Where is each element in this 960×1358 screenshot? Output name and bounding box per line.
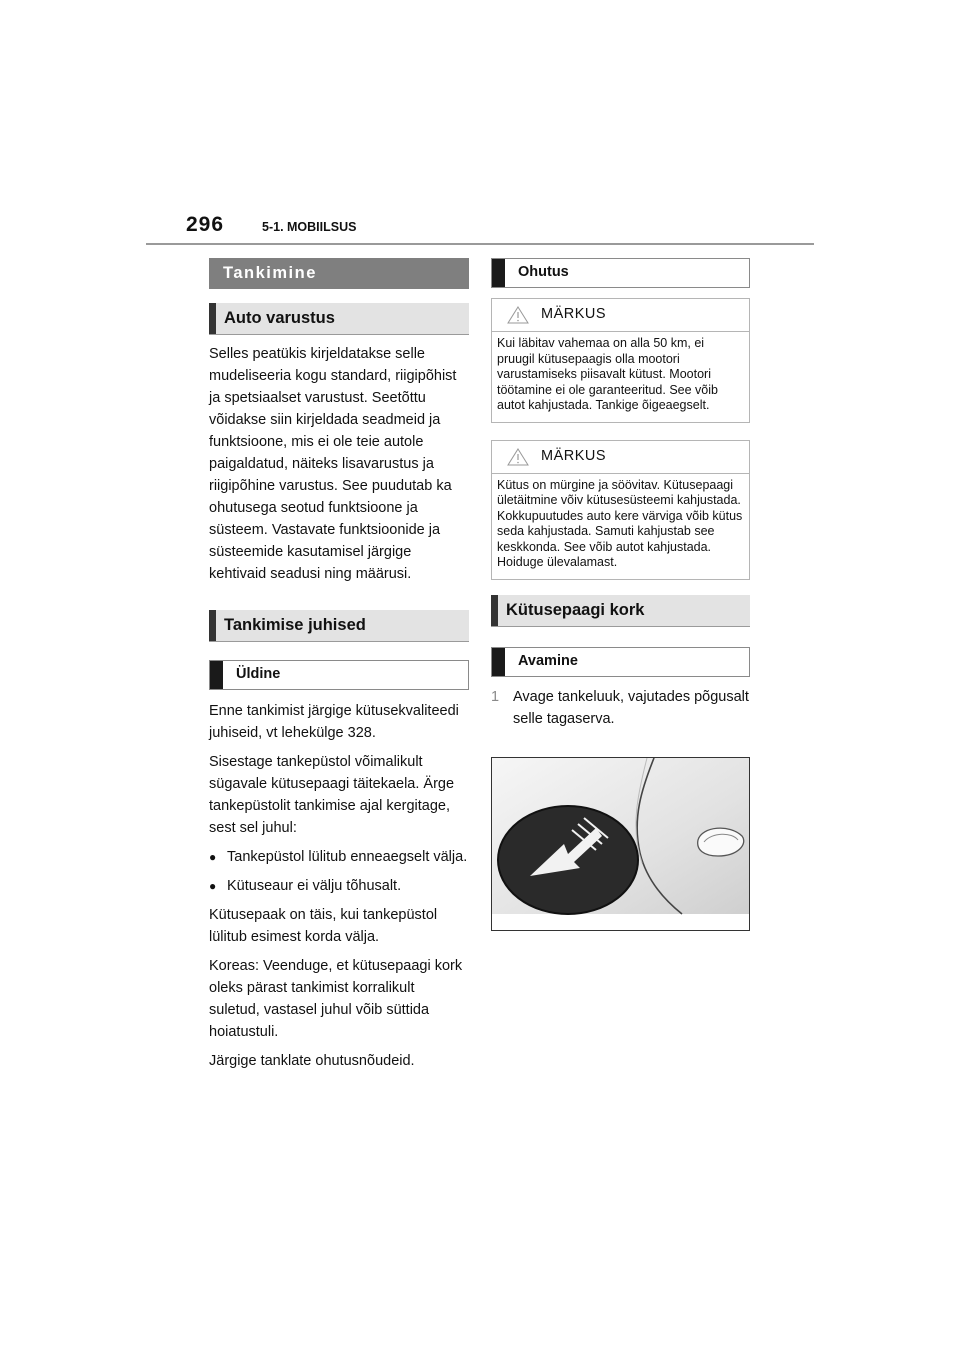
warning-triangle-icon bbox=[507, 306, 529, 324]
header-divider bbox=[146, 243, 814, 245]
warning-triangle-icon bbox=[507, 448, 529, 466]
subheading-auto-varustus: Auto varustus bbox=[209, 303, 469, 335]
step-text: Avage tankeluuk, vajutades põgusalt selle tagaserva. bbox=[513, 688, 749, 727]
left-column bbox=[209, 258, 469, 1079]
fuel-flap-image bbox=[492, 758, 749, 930]
step-item bbox=[491, 686, 750, 730]
paragraph-korea: Koreas: Veenduge, et kütusepaagi kork oleks pärast tankimist korralikult suletud, vastasel juhul võib süttida hoiatustuli. bbox=[209, 958, 463, 1040]
subheading-uldine: Üldine bbox=[209, 660, 469, 690]
notice-text: Kui läbitav vahemaa on alla 50 km, ei pruugil kütusepaagis olla mootori varustamiseks piisavalt kütust. Mootori töötamine ei ole garanteeritud. See võib autot kahjustada. Tankige õigeaegselt. bbox=[497, 336, 718, 412]
paragraph-safety-rules: Järgige tanklate ohutusnõudeid. bbox=[209, 1053, 415, 1069]
page-number: 296 bbox=[186, 213, 225, 236]
subheading-kutusepaagi-kork: Kütusepaagi kork bbox=[491, 595, 750, 627]
notice-text: Kütus on mürgine ja söövitav. Kütusepaagi ületäitmine võiv kütusesüsteemi kahjustada. Kokkupuutudes auto kere värviga võib kütus seda kahjustada. Samuti kahjustab see keskkonda. See võib autot kahjustada. Hoiduge ülevalamast. bbox=[497, 477, 743, 569]
section-title: 5-1. MOBIILSUS bbox=[262, 220, 357, 234]
notice-label: MÄRKUS bbox=[541, 447, 607, 464]
bullet-item: ● Kütuseaur ei välju tõhusalt. bbox=[209, 875, 469, 897]
notice-box bbox=[491, 298, 750, 423]
fuel-flap-illustration bbox=[491, 757, 750, 931]
subheading-tankimise-juhised: Tankimise juhised bbox=[209, 610, 469, 642]
paragraph-nozzle: Sisestage tankepüstol võimalikult sügavale kütusepaagi täitekaela. Ärge tankepüstolit tankimise ajal kergitage, sest sel juhul: bbox=[209, 754, 455, 836]
paragraph-fuel-quality: Enne tankimist järgige kütusekvaliteedi juhiseid, vt lehekülge 328. bbox=[209, 703, 459, 741]
paragraph-tank-full: Kütusepaak on täis, kui tankepüstol lülitub esimest korda välja. bbox=[209, 907, 438, 945]
main-heading: Tankimine bbox=[209, 258, 469, 289]
bullet-item: ● Tankepüstol lülitub enneaegselt välja. bbox=[209, 846, 469, 868]
step-number: 1 bbox=[491, 688, 500, 705]
notice-label: MÄRKUS bbox=[541, 306, 607, 322]
subheading-ohutus: Ohutus bbox=[491, 258, 750, 288]
subheading-avamine: Avamine bbox=[491, 647, 750, 677]
intro-paragraph: Selles peatükis kirjeldatakse selle mudeliseeria kogu standard, riigipõhist ja spetsiaalset varustust. Seetõttu võidakse siin kirjeldada seadmeid ja funktsioone, mis ei ole teie autole paigaldatud, näiteks lisavarustus ja riigipõhine varustus. See puudutab ka ohutusega seotud funktsioone ja süsteem. Vastavate funktsioonide ja süsteemide kasutamisel järgige kehtivaid seadusi ning määrusi. bbox=[209, 346, 457, 582]
notice-box bbox=[491, 440, 750, 580]
right-column bbox=[491, 258, 750, 931]
